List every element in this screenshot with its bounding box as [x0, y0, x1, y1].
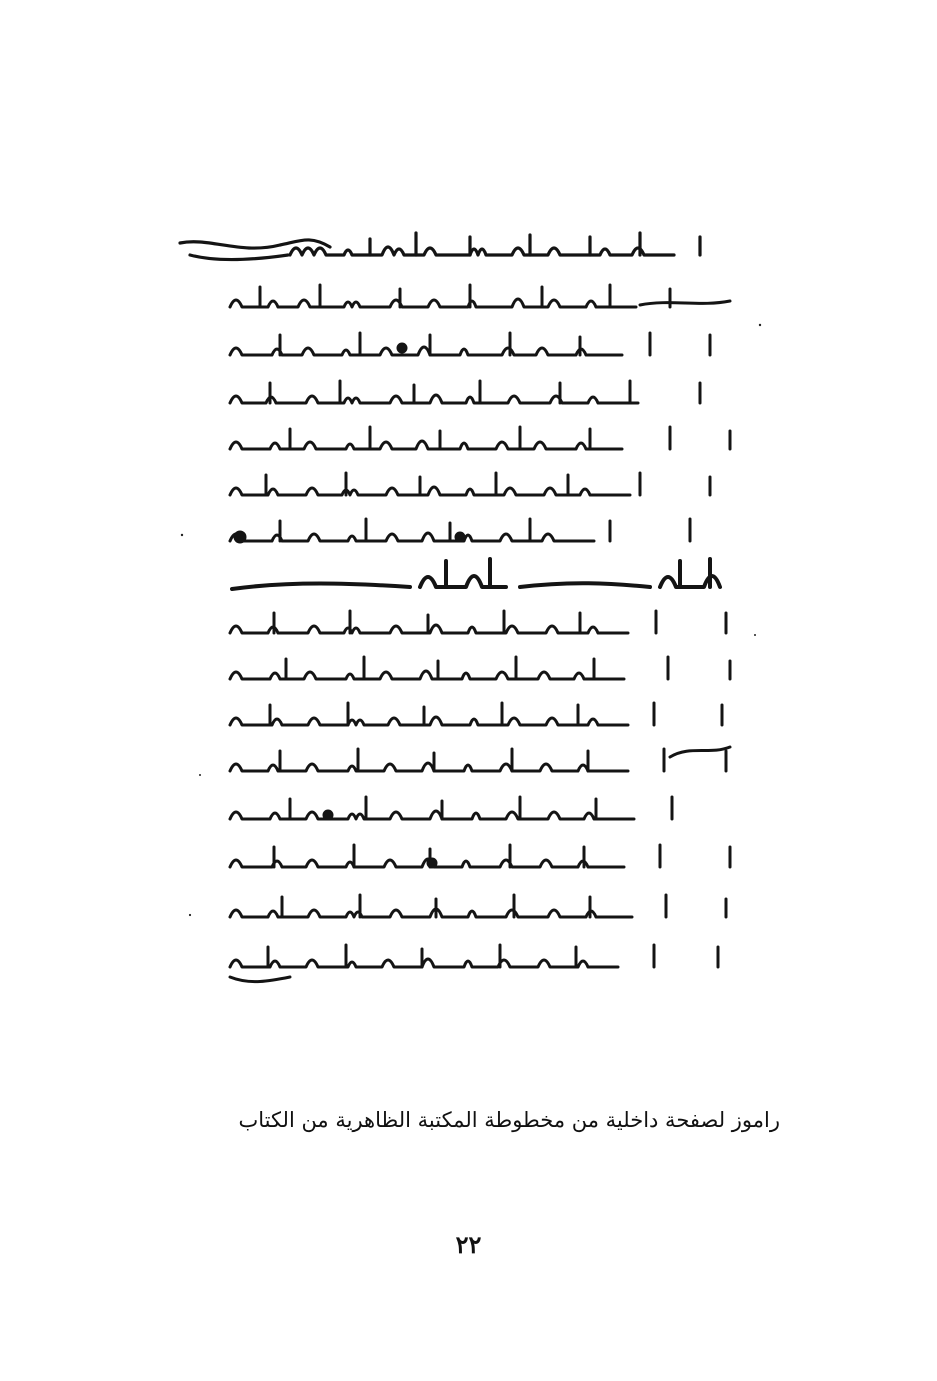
- manuscript-line: [230, 845, 730, 867]
- manuscript-line: [230, 747, 730, 771]
- manuscript-line: [230, 945, 718, 982]
- manuscript-line: [230, 333, 710, 355]
- manuscript-heading: [232, 559, 720, 589]
- handwritten-manuscript-image: [170, 215, 770, 1025]
- manuscript-facsimile: [170, 215, 770, 1025]
- page-number: ٢٢: [455, 1230, 482, 1259]
- figure-caption: راموز لصفحة داخلية من مخطوطة المكتبة الظاهرية من الكتاب: [238, 1108, 780, 1132]
- manuscript-line: [180, 233, 700, 260]
- manuscript-line: [230, 797, 672, 819]
- manuscript-line: [230, 473, 710, 495]
- manuscript-line: [230, 657, 730, 679]
- manuscript-line: [230, 285, 730, 307]
- manuscript-line: [230, 519, 690, 542]
- manuscript-line: [230, 895, 726, 917]
- manuscript-line: [230, 381, 700, 403]
- manuscript-line: [230, 427, 730, 449]
- manuscript-line: [230, 703, 722, 725]
- manuscript-line: [230, 611, 726, 633]
